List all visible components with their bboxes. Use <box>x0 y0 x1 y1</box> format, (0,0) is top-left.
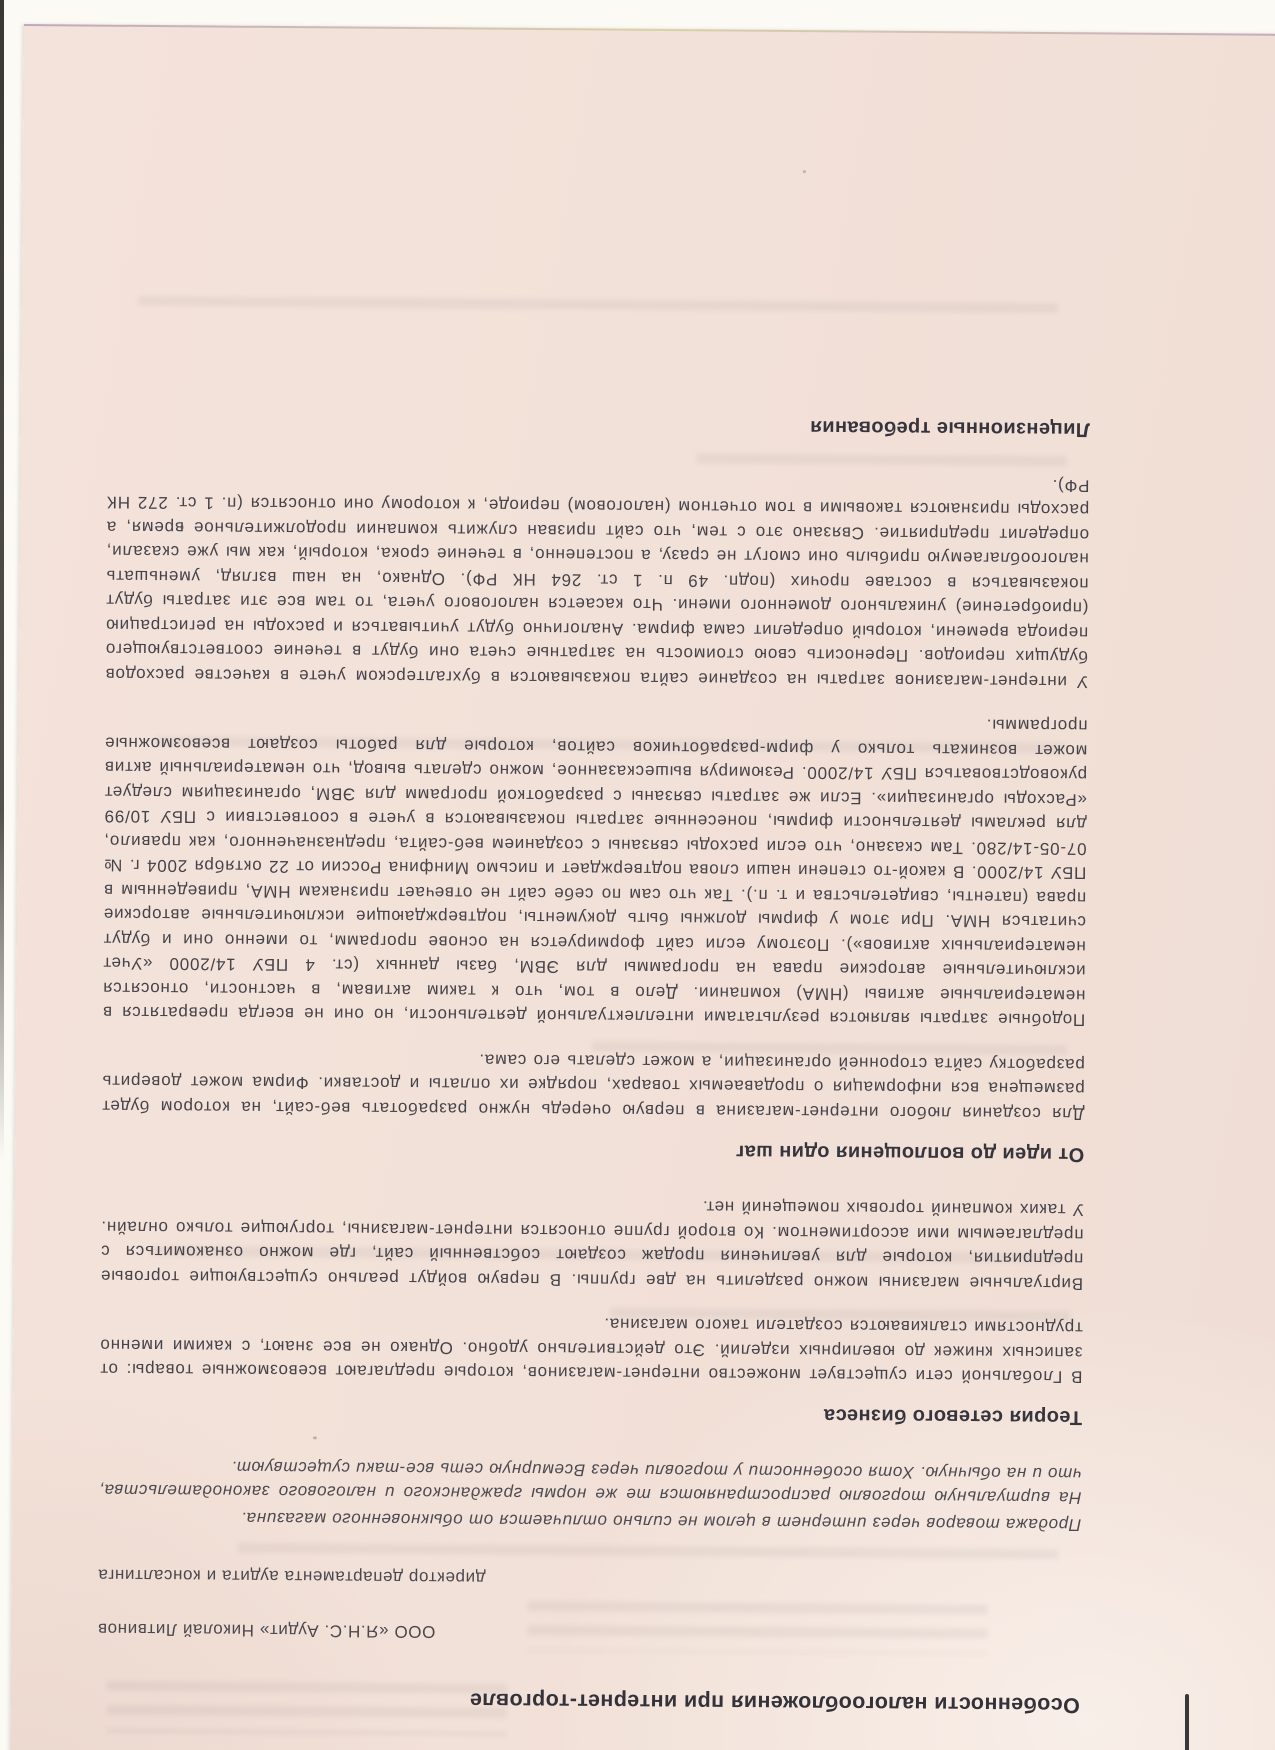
section-idea-to-implementation <box>101 465 1089 1167</box>
section-heading: Лицензионные требования <box>809 416 1090 441</box>
scanned-page <box>10 24 1275 1750</box>
lead-paragraph: Продажа товаров через интернет в целом не сильно отличается от обыкновенного магазина. <box>240 1508 1082 1535</box>
body-paragraph: У интернет-магазинов затраты на создание сайта показываются в бухгалтерском учете в качестве расходов будущих периодов. Переносить свою стоимость на затратные счета они будут в течение соответствующего периода времени, который определит сама фирма. Аналогично будут учитываться и расходы на регистрацию (приобретение) уникального доменного имени. Что касается налогового учета, то там все эти затраты будут показываться в составе прочих (подп. 49 п. 1 ст. 264 НК РФ). Однако, на наш взгляд, уменьшать налогооблагаемую прибыль они смогут не сразу, а постепенно, в течение срока, который, как мы уже сказали, определит предприятие. Связано это с тем, что сайт призван служить компании продолжительное время, а расходы признаются таковыми в том отчетном (налоговом) периоде, к которому они относятся (п. 1 ст. 272 НК РФ). <box>104 476 1090 692</box>
section-license-requirements <box>107 409 1090 443</box>
page-content-rotated <box>10 24 1275 1750</box>
section-heading: От идеи до воплощения один шаг <box>735 1140 1085 1166</box>
section-network-business-theory <box>99 1190 1084 1431</box>
pen-mark <box>1185 1694 1189 1750</box>
body-paragraph: Виртуальные магазины можно разделить на две группы. В первую войдут реально существующие торговые предприятия, которые для увеличения продаж создают собственный сайт, где можно ознакомиться с предлагаемым ими ассортиментом. Ко второй группе относятся интернет-магазины, торгующие только онлайн. У таких компаний торговых помещений нет. <box>100 1197 1084 1294</box>
lead-paragraph: На виртуальную торговлю распространяются те же нормы гражданского и налогового законодательства, что и на обычную. Хотя особенности у торговли через Всемирную сеть все-таки существуют. <box>98 1457 1082 1508</box>
body-paragraph: Подобные затраты являются результатами интеллектуальной деятельности, но они не всегда превратятся в нематериальные активы (НМА) компании. Дело в том, что к таким активам, в частности, относятся исключительные авторские права на программы для ЭВМ, базы данных (ст. 4 ПБУ 14/2000 «Учет нематериальных активов»). Поэтому если сайт формируется на основе программ, то именно они и будут считаться НМА. При этом у фирмы должны быть документы, подтверждающие исключительные авторские права (патенты, свидетельства и т. п.). Так что сам по себе сайт не отвечает признакам НМА, приведенным в ПБУ 14/2000. В какой-то степени наши слова подтверждает и письмо Минфина России от 22 октября 2004 г. № 07-05-14/280. Там сказано, что если расходы связаны с созданием веб-сайта, предназначенного, как правило, для рекламы деятельности фирмы, понесенные затраты показываются в учете в соответствии с ПБУ 10/99 «Расходы организации». Если же затраты связаны с разработкой программ для ЭВМ, организациям следует руководствоваться ПБУ 14/2000. Резюмируя вышесказанное, можно сделать вывод, что нематериальный актив может возникать только у фирм-разработчиков сайтов, которые для работы создают всевозможные программы. <box>102 716 1088 1030</box>
article-title: Особенности налогообложения при интернет-торговле <box>469 1688 1080 1718</box>
scanner-edge-strip <box>0 0 4 1160</box>
byline-company: ООО «Я.Н.С. Аудит» Николай Литвинов <box>97 1619 436 1642</box>
section-heading: Теория сетевого бизнеса <box>823 1404 1083 1429</box>
body-paragraph: В Глобальной сети существует множество интернет-магазинов, которые предлагают всевозможные товары: от записных книжек до ювелирных изделий. Это действительно удобно. Однако не все знают, с какими именно трудностями сталкиваются создатели такого магазина. <box>99 1315 1083 1387</box>
body-paragraph: Для создания любого интернет-магазина в первую очередь нужно разработать веб-сайт, на котором будет размещена вся информация о продаваемых товарах, порядке их оплаты и доставки. Фирма может доверить разработку сайта сторонней организации, а может сделать его сама. <box>101 1050 1085 1124</box>
byline-block <box>97 1563 1081 1649</box>
byline-position: директор департамента аудита и консалтинга <box>97 1565 486 1588</box>
